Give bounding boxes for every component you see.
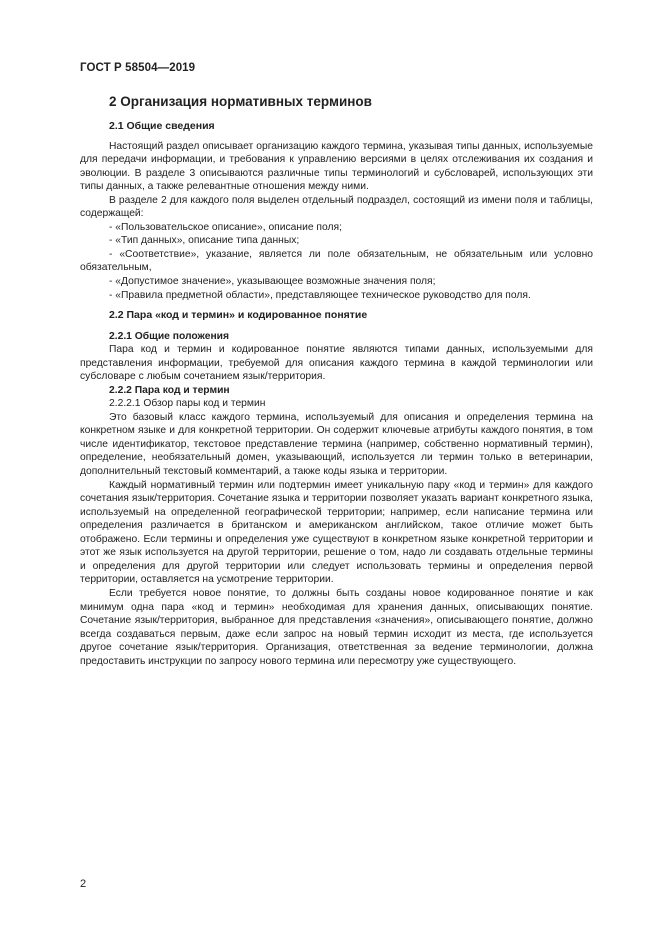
document-id-header: ГОСТ Р 58504—2019 xyxy=(80,62,196,74)
paragraph: В разделе 2 для каждого поля выделен отдельный подраздел, состоящий из имени поля и таблицы, содержащей: xyxy=(80,194,593,220)
page-content xyxy=(80,90,593,668)
page-number: 2 xyxy=(80,878,87,890)
list-item: - «Тип данных», описание типа данных; xyxy=(109,235,300,247)
list-item: - «Пользовательское описание», описание поля; xyxy=(109,221,342,233)
paragraph: Настоящий раздел описывает организацию каждого термина, указывая типы данных, используемые для передачи информации, и требования к управлению версиями в целях отслеживания их создания и эволюции. В разделе 3 описываются различные типы терминологий и субсловарей, использующих эти типы данных, а также релевантные отношения между ними. xyxy=(80,140,593,193)
subsection-2-2-2-title: 2.2.2 Пара код и термин xyxy=(109,384,230,396)
list-item: - «Соответствие», указание, является ли поле обязательным, не обязательным или условно обязательным, xyxy=(80,248,593,274)
paragraph: Пара код и термин и кодированное понятие являются типами данных, используемыми для представления информации, требуемой для описания каждого термина в каждой терминологии или субсловаре с любым сочетанием язык/территория. xyxy=(80,344,593,383)
paragraph: Если требуется новое понятие, то должны быть созданы новое кодированное понятие и как минимум одна пара «код и термин» необходимая для хранения данных, описывающих понятие. Сочетание язык/территория, выбранное для представления «значения», описывающего понятие, должно всегда создаваться первым, даже если запрос на новый термин исходит из места, где используется другое сочетание язык/территория. Организация, ответственная за ведение терминологии, должна предоставить инструкции по запросу нового термина или пересмотру уже существующего. xyxy=(80,587,593,667)
list-item: - «Правила предметной области», представляющее техническое руководство для поля. xyxy=(109,289,531,301)
subsection-2-2-title: 2.2 Пара «код и термин» и кодированное понятие xyxy=(109,309,368,322)
list-item: - «Допустимое значение», указывающее возможные значения поля; xyxy=(109,275,436,287)
section-title: 2 Организация нормативных терминов xyxy=(109,94,372,109)
subsection-2-2-1-title: 2.2.1 Общие положения xyxy=(109,330,229,342)
subsection-2-2-2-1-title: 2.2.2.1 Обзор пары код и термин xyxy=(109,398,266,410)
field-attributes-list xyxy=(80,221,593,302)
subsection-2-1-title: 2.1 Общие сведения xyxy=(109,120,215,132)
paragraph: Это базовый класс каждого термина, используемый для описания и определения термина на конкретном языке и для конкретной территории. Он содержит ключевые атрибуты каждого понятия, в том числе идентификатор, текстовое представление термина (например, собственно нормативный термин), определение, необязательный домен, указывающий, используется ли термин только в ветеринарии, дополнительный текстовый комментарий, а также коды языка и территории. xyxy=(80,411,593,478)
paragraph: Каждый нормативный термин или подтермин имеет уникальную пару «код и термин» для каждого сочетания язык/территория. Сочетание языка и территории позволяет указать вариант конкретного языка, используемый на определенной географической территории; например, если написание термина или определения различается в британском и американском английском, такое отличие может быть отображено. Если термины и определения уже существуют в конкретном языке конкретной территории и этот же язык используется на другой территории, решение о том, надо ли создавать отдельные термины и определения для другой территории или следует использовать термины и определения первой территории, оставляется на усмотрение территории. xyxy=(80,479,593,586)
